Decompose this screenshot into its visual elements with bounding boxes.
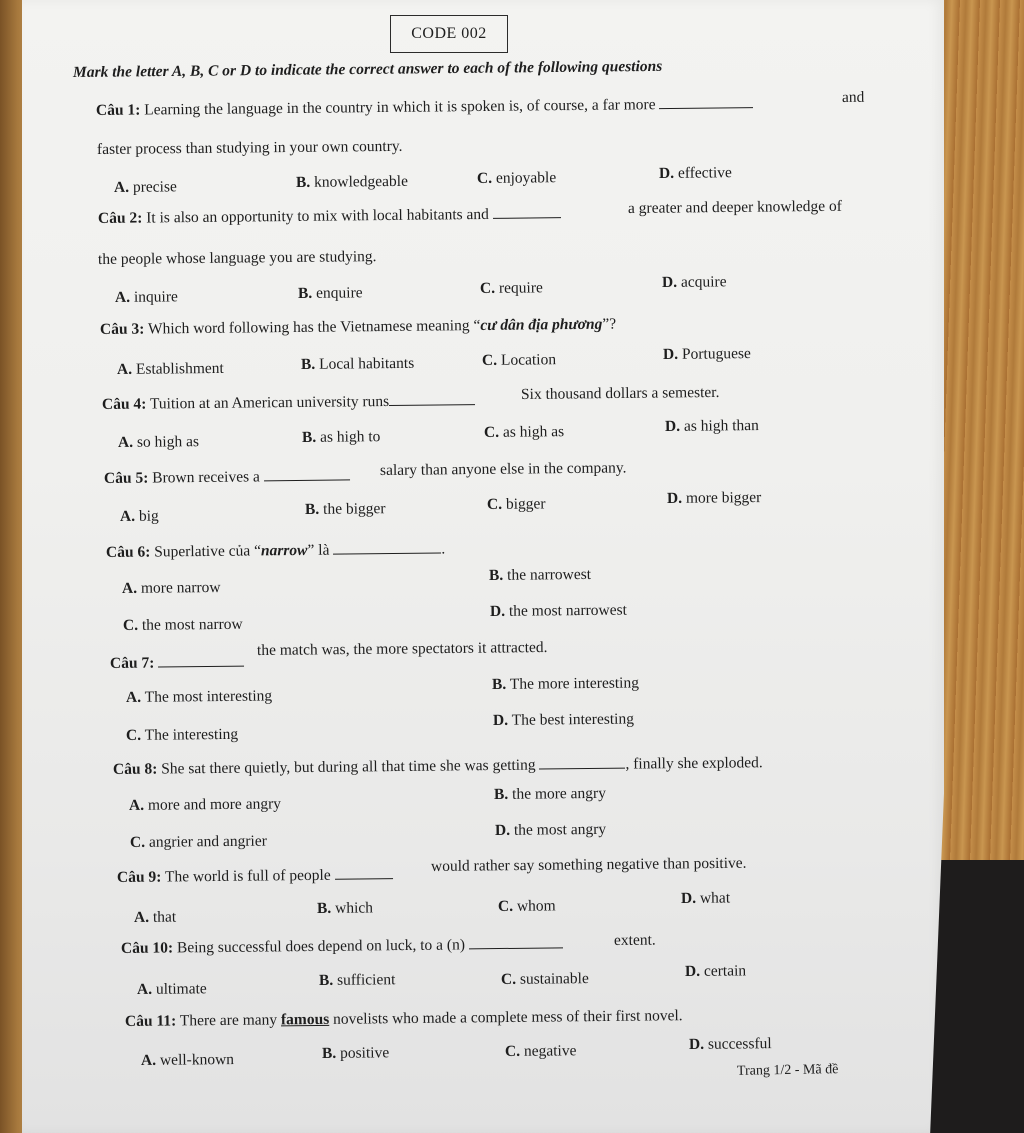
q5-option-c: C. bigger [486, 495, 546, 513]
q1-option-c: C. enjoyable [476, 169, 557, 187]
answer-blank [333, 540, 441, 554]
q9-option-c: C. whom [497, 897, 556, 915]
q6-option-a: A. more narrow [121, 578, 221, 597]
q9-option-d: D. what [680, 889, 731, 907]
question-9-continued: would rather say something negative than positive. [430, 854, 747, 875]
question-4: Câu 4: Tuition at an American university runs [102, 392, 475, 414]
q4-option-a: A. so high as [117, 433, 200, 451]
q4-option-d: D. as high than [664, 417, 759, 435]
question-6: Câu 6: Superlative của “narrow” là . [105, 540, 446, 561]
q2-option-c: C. require [479, 279, 543, 297]
q7-option-d: D. The best interesting [492, 710, 635, 729]
q7-option-a: A. The most interesting [125, 687, 273, 706]
question-11: Câu 11: There are many famous novelists who made a complete mess of their first novel. [124, 1007, 683, 1030]
question-2: Câu 2: It is also an opportunity to mix with local habitants and [98, 205, 561, 228]
q8-option-b: B. the more angry [493, 784, 606, 803]
q10-option-d: D. certain [684, 962, 747, 980]
question-1: Câu 1: Learning the language in the country in which it is spoken is, of course, a far more [96, 95, 754, 120]
q6-option-d: D. the most narrowest [489, 601, 627, 620]
question-10-continued: extent. [613, 931, 656, 949]
q2-option-a: A. inquire [114, 288, 178, 306]
q1-option-a: A. precise [113, 178, 177, 196]
question-1-continued: and [841, 88, 865, 106]
page-footer: Trang 1/2 - Mã đề [736, 1062, 839, 1079]
question-2-continued: a greater and deeper knowledge of [627, 197, 842, 217]
q2-option-b: B. enquire [297, 284, 363, 302]
q3-option-a: A. Establishment [116, 359, 224, 378]
q3-option-d: D. Portuguese [662, 345, 751, 363]
answer-blank [659, 95, 753, 109]
q11-option-a: A. well-known [140, 1051, 235, 1069]
q7-option-c: C. The interesting [125, 725, 239, 744]
answer-blank [493, 205, 561, 219]
answer-blank [158, 654, 244, 668]
code-box: CODE 002 [390, 15, 508, 53]
q11-option-c: C. negative [504, 1042, 577, 1060]
q11-option-d: D. successful [688, 1035, 772, 1053]
q5-option-a: A. big [119, 507, 159, 525]
question-9: Câu 9: The world is full of people [117, 866, 393, 887]
answer-blank [469, 935, 563, 949]
question-7: Câu 7: [110, 654, 244, 673]
q9-option-a: A. that [133, 908, 177, 926]
q10-option-c: C. sustainable [500, 970, 589, 988]
q2-option-d: D. acquire [661, 273, 727, 291]
q5-option-d: D. more bigger [666, 489, 762, 507]
answer-blank [334, 866, 392, 880]
question-3: Câu 3: Which word following has the Vietnamese meaning “cư dân địa phương”? [99, 315, 617, 338]
q1-option-b: B. knowledgeable [295, 172, 408, 191]
question-5-continued: salary than anyone else in the company. [379, 459, 627, 479]
q6-option-c: C. the most narrow [122, 615, 243, 634]
q6-option-b: B. the narrowest [488, 565, 592, 584]
answer-blank [389, 392, 475, 406]
q3-option-b: B. Local habitants [300, 354, 415, 373]
q7-option-b: B. The more interesting [491, 674, 640, 693]
q9-option-b: B. which [316, 899, 374, 917]
q10-option-a: A. ultimate [136, 980, 207, 998]
question-2-line-2: the people whose language you are studying. [97, 248, 377, 268]
question-7-continued: the match was, the more spectators it attracted. [256, 638, 548, 659]
answer-blank [539, 756, 625, 770]
q1-option-d: D. effective [658, 164, 732, 182]
question-1-line-2: faster process than studying in your own country. [96, 137, 403, 158]
q4-option-b: B. as high to [301, 428, 381, 446]
q8-option-d: D. the most angry [494, 820, 607, 839]
answer-blank [264, 467, 350, 481]
q10-option-b: B. sufficient [318, 971, 396, 989]
question-10: Câu 10: Being successful does depend on luck, to a (n) [121, 935, 563, 958]
q8-option-a: A. more and more angry [128, 795, 282, 814]
question-4-continued: Six thousand dollars a semester. [520, 383, 720, 403]
q11-option-b: B. positive [321, 1044, 390, 1062]
instruction: Mark the letter A, B, C or D to indicate the correct answer to each of the following questions [72, 57, 663, 81]
q3-option-c: C. Location [481, 351, 557, 369]
question-5: Câu 5: Brown receives a [104, 467, 350, 488]
q8-option-c: C. angrier and angrier [129, 832, 267, 851]
q4-option-c: C. as high as [483, 423, 565, 441]
q5-option-b: B. the bigger [304, 500, 386, 518]
question-8: Câu 8: She sat there quietly, but during all that time she was getting , finally she exploded. [112, 754, 763, 778]
